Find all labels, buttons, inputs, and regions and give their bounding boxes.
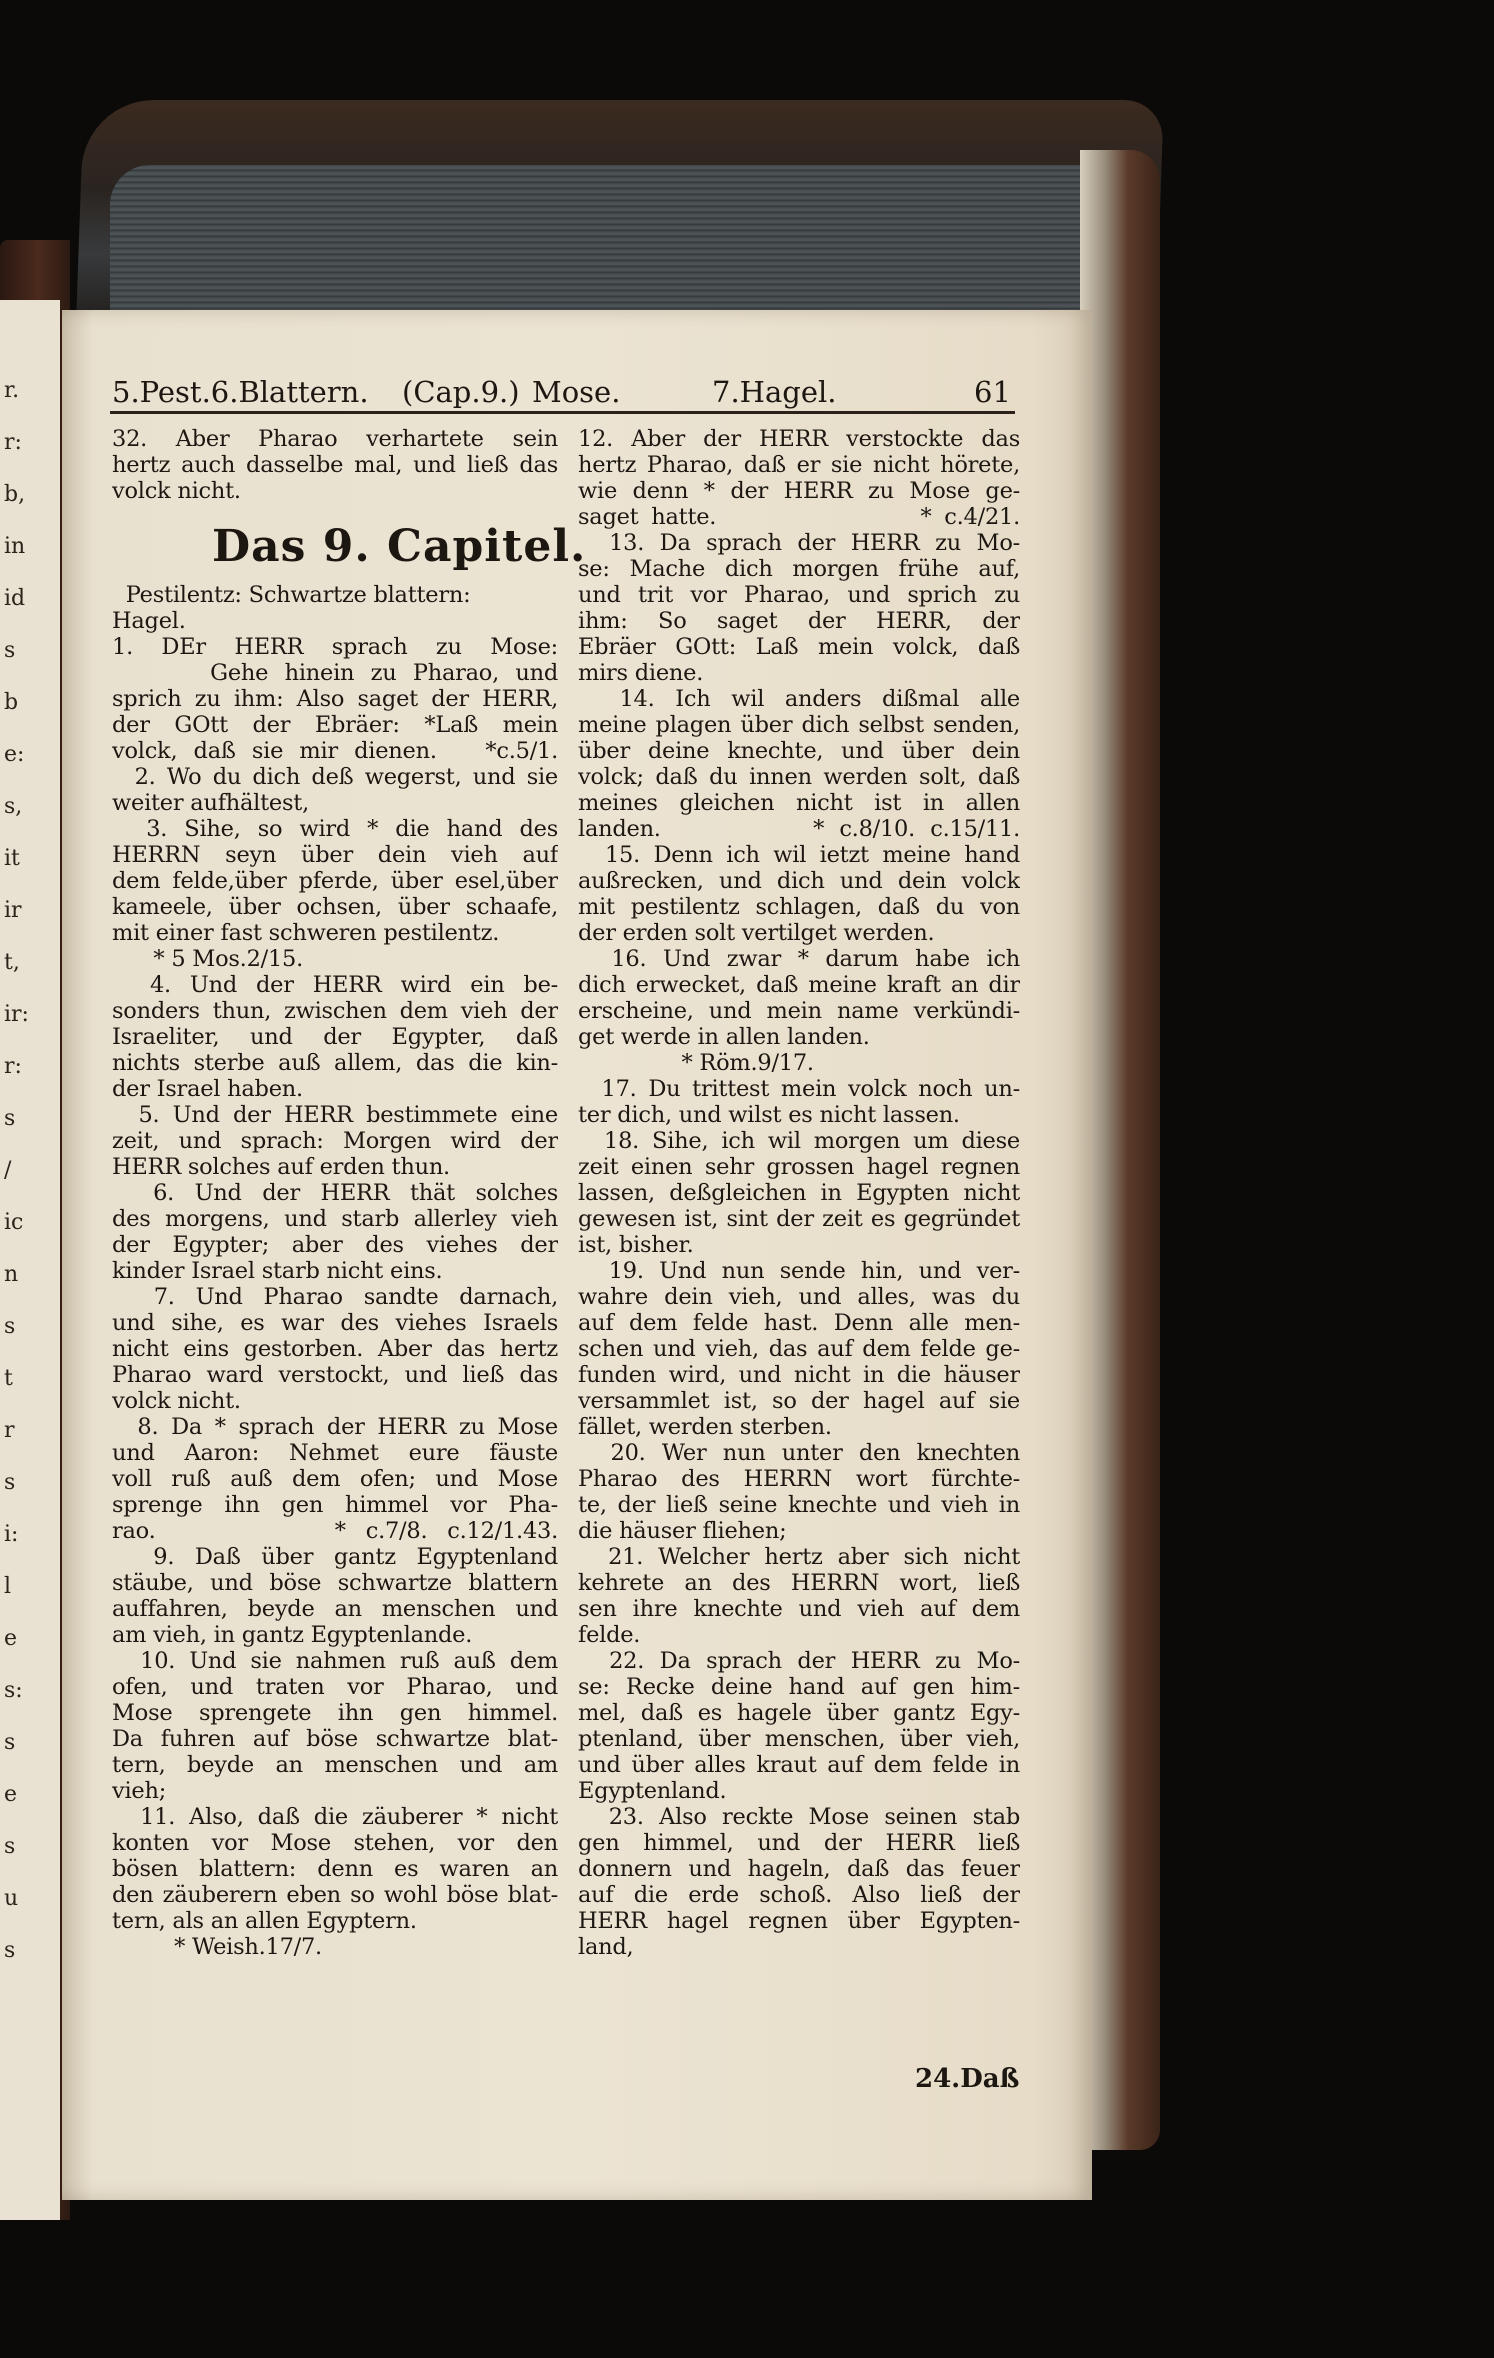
text-line: mit einer fast schweren pestilentz. <box>112 920 500 946</box>
text-line: meine plagen über dich selbst senden, <box>578 712 1020 738</box>
text-line: gen himmel, und der HERR ließ <box>578 1830 1020 1856</box>
catchword: 24.Daß <box>915 2064 1020 2094</box>
margin-fragment: ir: <box>4 1002 29 1027</box>
text-line: der GOtt der Ebräer: *Laß mein <box>112 712 558 738</box>
text-line: nicht eins gestorben. Aber das hertz <box>112 1336 558 1362</box>
margin-fragment: s <box>4 1730 16 1755</box>
text-line: fället, werden sterben. <box>578 1414 832 1440</box>
left-column <box>112 426 587 1960</box>
text-line: 32. Aber Pharao verhartete sein <box>112 426 558 452</box>
text-line: get werde in allen landen. <box>578 1024 870 1050</box>
right-column <box>578 426 1020 1960</box>
text-line: funden wird, und nicht in die häuser <box>578 1362 1020 1388</box>
margin-fragment: s <box>4 1938 16 1963</box>
text-line: mel, daß es hagele über gantz Egy- <box>578 1700 1020 1726</box>
text-line: 3. Sihe, so wird * die hand des <box>112 816 558 842</box>
text-line: HERR hagel regnen über Egypten- <box>578 1908 1020 1934</box>
header-book: Mose. <box>532 375 621 409</box>
book-right-edge <box>1080 150 1160 2150</box>
text-line: kinder Israel starb nicht eins. <box>112 1258 443 1284</box>
text-line: über deine knechte, und über dein <box>578 738 1020 764</box>
text-line: wie denn * der HERR zu Mose ge- <box>578 478 1020 504</box>
margin-fragment: s <box>4 1314 16 1339</box>
margin-fragment: b, <box>4 482 26 507</box>
text-line: des morgens, und starb allerley vieh <box>112 1206 558 1232</box>
text-line: sprich zu ihm: Also saget der HERR, <box>112 686 558 712</box>
text-line: 23. Also reckte Mose seinen stab <box>578 1804 1020 1830</box>
text-line: stäube, und böse schwartze blattern <box>112 1570 558 1596</box>
margin-fragment: e: <box>4 742 25 767</box>
margin-fragment: s <box>4 1470 16 1495</box>
text-line: mirs diene. <box>578 660 704 686</box>
margin-fragment: r. <box>4 378 20 403</box>
text-line: zeit, und sprach: Morgen wird der <box>112 1128 558 1154</box>
text-line: vieh; <box>112 1778 167 1804</box>
text-line: land, <box>578 1934 634 1960</box>
text-line: 21. Welcher hertz aber sich nicht <box>578 1544 1020 1570</box>
margin-fragment: t, <box>4 950 20 975</box>
text-line: * 5 Mos.2/15. <box>112 946 303 972</box>
text-line: mit pestilentz schlagen, daß du von <box>578 894 1020 920</box>
text-line: 12. Aber der HERR verstockte das <box>578 426 1020 452</box>
text-line: erscheine, und mein name verkündi- <box>578 998 1020 1024</box>
margin-fragment: s <box>4 1106 16 1131</box>
text-line: versammlet ist, so der hagel auf sie <box>578 1388 1020 1414</box>
text-line: der erden solt vertilget werden. <box>578 920 935 946</box>
text-line: auffahren, beyde an menschen und <box>112 1596 558 1622</box>
margin-fragment: s <box>4 638 16 663</box>
margin-fragment: ir <box>4 898 22 923</box>
text-line: am vieh, in gantz Egyptenlande. <box>112 1622 473 1648</box>
text-line: kehrete an des HERRN wort, ließ <box>578 1570 1020 1596</box>
left-page-edge <box>0 300 60 2220</box>
text-line: ofen, und traten vor Pharao, und <box>112 1674 558 1700</box>
text-line: 15. Denn ich wil ietzt meine hand <box>578 842 1020 868</box>
margin-fragment: it <box>4 846 20 871</box>
text-line: außrecken, und dich und dein volck <box>578 868 1020 894</box>
text-line: 16. Und zwar * darum habe ich <box>578 946 1020 972</box>
text-line: Pestilentz: Schwartze blattern: <box>112 582 471 608</box>
text-line: und über alles kraut auf dem felde in <box>578 1752 1020 1778</box>
text-line: 13. Da sprach der HERR zu Mo- <box>578 530 1020 556</box>
text-line: gewesen ist, sint der zeit es gegründet <box>578 1206 1020 1232</box>
text-line: 7. Und Pharao sandte darnach, <box>112 1284 558 1310</box>
text-line: der Israel haben. <box>112 1076 303 1102</box>
text-line: Mose sprengete ihn gen himmel. <box>112 1700 558 1726</box>
text-line: te, der ließ seine knechte und vieh in <box>578 1492 1020 1518</box>
text-line: HERRN seyn über dein vieh auf <box>112 842 558 868</box>
text-line: 5. Und der HERR bestimmete eine <box>112 1102 558 1128</box>
text-line: volck nicht. <box>112 478 241 504</box>
text-line: sen ihre knechte und vieh auf dem <box>578 1596 1020 1622</box>
text-line: * Röm.9/17. <box>578 1050 814 1076</box>
margin-fragment: l <box>4 1574 12 1599</box>
margin-fragment: r <box>4 1418 15 1443</box>
text-line: volck nicht. <box>112 1388 241 1414</box>
text-line: 1. DEr HERR sprach zu Mose: <box>112 634 558 660</box>
margin-fragment: ic <box>4 1210 24 1235</box>
margin-fragment: t <box>4 1366 13 1391</box>
margin-fragment: r: <box>4 430 22 455</box>
text-line: ist, bisher. <box>578 1232 694 1258</box>
text-line: kameele, über ochsen, über schaafe, <box>112 894 558 920</box>
text-line: 17. Du trittest mein volck noch un- <box>578 1076 1020 1102</box>
text-line: meines gleichen nicht ist in allen <box>578 790 1020 816</box>
text-line: voll ruß auß dem ofen; und Mose <box>112 1466 558 1492</box>
text-line: se: Mache dich morgen frühe auf, <box>578 556 1020 582</box>
text-line: volck; daß du innen werden solt, daß <box>578 764 1020 790</box>
text-line: 11. Also, daß die zäuberer * nicht <box>112 1804 558 1830</box>
page-edges <box>110 165 1110 315</box>
header-right-title: 7.Hagel. <box>712 375 837 409</box>
text-line: schen und vieh, das auf dem felde ge- <box>578 1336 1020 1362</box>
margin-fragment: u <box>4 1886 19 1911</box>
margin-fragment: e <box>4 1782 18 1807</box>
text-line: den zäuberern eben so wohl böse blat- <box>112 1882 558 1908</box>
margin-fragment: r: <box>4 1054 22 1079</box>
text-line: hertz auch dasselbe mal, und ließ das <box>112 452 558 478</box>
header-chapter-ref: (Cap.9.) <box>402 375 520 409</box>
text-line: Egyptenland. <box>578 1778 727 1804</box>
margin-fragment: e <box>4 1626 18 1651</box>
text-line: Pharao ward verstockt, und ließ das <box>112 1362 558 1388</box>
text-line: die häuser fliehen; <box>578 1518 787 1544</box>
text-line: sonders thun, zwischen dem vieh der <box>112 998 558 1024</box>
text-line: nichts sterbe auß allem, das die kin- <box>112 1050 558 1076</box>
margin-fragment: s: <box>4 1678 23 1703</box>
text-line: dem felde,über pferde, über esel,über <box>112 868 558 894</box>
text-line: 2. Wo du dich deß wegerst, und sie <box>112 764 558 790</box>
text-line: hertz Pharao, daß er sie nicht hörete, <box>578 452 1020 478</box>
text-line: Pharao des HERRN wort fürchte- <box>578 1466 1020 1492</box>
text-line: wahre dein vieh, und alles, was du <box>578 1284 1020 1310</box>
header-left-title: 5.Pest.6.Blattern. <box>112 375 369 409</box>
text-line: auf die erde schoß. Also ließ der <box>578 1882 1020 1908</box>
text-line: 22. Da sprach der HERR zu Mo- <box>578 1648 1020 1674</box>
text-line: Hagel. <box>112 608 186 634</box>
text-line: weiter aufhältest, <box>112 790 309 816</box>
text-line: der Egypter; aber des viehes der <box>112 1232 558 1258</box>
text-line: 10. Und sie nahmen ruß auß dem <box>112 1648 558 1674</box>
text-line: 20. Wer nun unter den knechten <box>578 1440 1020 1466</box>
page-number: 61 <box>974 375 1011 409</box>
text-line: Ebräer GOtt: Laß mein volck, daß <box>578 634 1020 660</box>
text-line: und trit vor Pharao, und sprich zu <box>578 582 1020 608</box>
text-line: sprenge ihn gen himmel vor Pha- <box>112 1492 558 1518</box>
text-line: 19. Und nun sende hin, und ver- <box>578 1258 1020 1284</box>
text-line: zeit einen sehr grossen hagel regnen <box>578 1154 1020 1180</box>
text-line: 14. Ich wil anders dißmal alle <box>578 686 1020 712</box>
text-line: und sihe, es war des viehes Israels <box>112 1310 558 1336</box>
text-line: donnern und hageln, daß das feuer <box>578 1856 1020 1882</box>
text-line: bösen blattern: denn es waren an <box>112 1856 558 1882</box>
chapter-title: Das 9. Capitel. <box>212 521 587 572</box>
margin-fragment: i: <box>4 1522 19 1547</box>
text-line: volck, daß sie mir dienen. *c.5/1. <box>112 738 558 764</box>
text-line: Da fuhren auf böse schwartze blat- <box>112 1726 558 1752</box>
text-line: Israeliter, und der Egypter, daß <box>112 1024 558 1050</box>
header-rule <box>110 411 1015 414</box>
text-line: felde. <box>578 1622 641 1648</box>
text-line: Gehe hinein zu Pharao, und <box>112 660 558 686</box>
margin-fragment: in <box>4 534 26 559</box>
text-line: 9. Daß über gantz Egyptenland <box>112 1544 558 1570</box>
text-line: auf dem felde hast. Denn alle men- <box>578 1310 1020 1336</box>
margin-fragment: / <box>4 1158 12 1183</box>
text-line: und Aaron: Nehmet eure fäuste <box>112 1440 558 1466</box>
text-line: se: Recke deine hand auf gen him- <box>578 1674 1020 1700</box>
text-line: 6. Und der HERR thät solches <box>112 1180 558 1206</box>
text-line: HERR solches auf erden thun. <box>112 1154 450 1180</box>
text-line: lassen, deßgleichen in Egypten nicht <box>578 1180 1020 1206</box>
margin-fragment: id <box>4 586 26 611</box>
text-line: * Weish.17/7. <box>112 1934 322 1960</box>
text-line: ptenland, über menschen, über vieh, <box>578 1726 1020 1752</box>
text-line: landen. * c.8/10. c.15/11. <box>578 816 1020 842</box>
text-line: 18. Sihe, ich wil morgen um diese <box>578 1128 1020 1154</box>
text-line: tern, als an allen Egyptern. <box>112 1908 417 1934</box>
text-line: 4. Und der HERR wird ein be- <box>112 972 558 998</box>
text-line: tern, beyde an menschen und am <box>112 1752 558 1778</box>
text-line: ihm: So saget der HERR, der <box>578 608 1020 634</box>
margin-fragment: s <box>4 1834 16 1859</box>
text-line: ter dich, und wilst es nicht lassen. <box>578 1102 960 1128</box>
text-line: dich erwecket, daß meine kraft an dir <box>578 972 1020 998</box>
text-line: konten vor Mose stehen, vor den <box>112 1830 558 1856</box>
column-gap <box>112 504 558 512</box>
text-line: rao. * c.7/8. c.12/1.43. <box>112 1518 558 1544</box>
text-line: saget hatte. * c.4/21. <box>578 504 1020 530</box>
running-header <box>112 375 1017 411</box>
margin-fragment: s, <box>4 794 23 819</box>
margin-fragment: b <box>4 690 19 715</box>
text-line: 8. Da * sprach der HERR zu Mose <box>112 1414 558 1440</box>
margin-fragment: n <box>4 1262 19 1287</box>
